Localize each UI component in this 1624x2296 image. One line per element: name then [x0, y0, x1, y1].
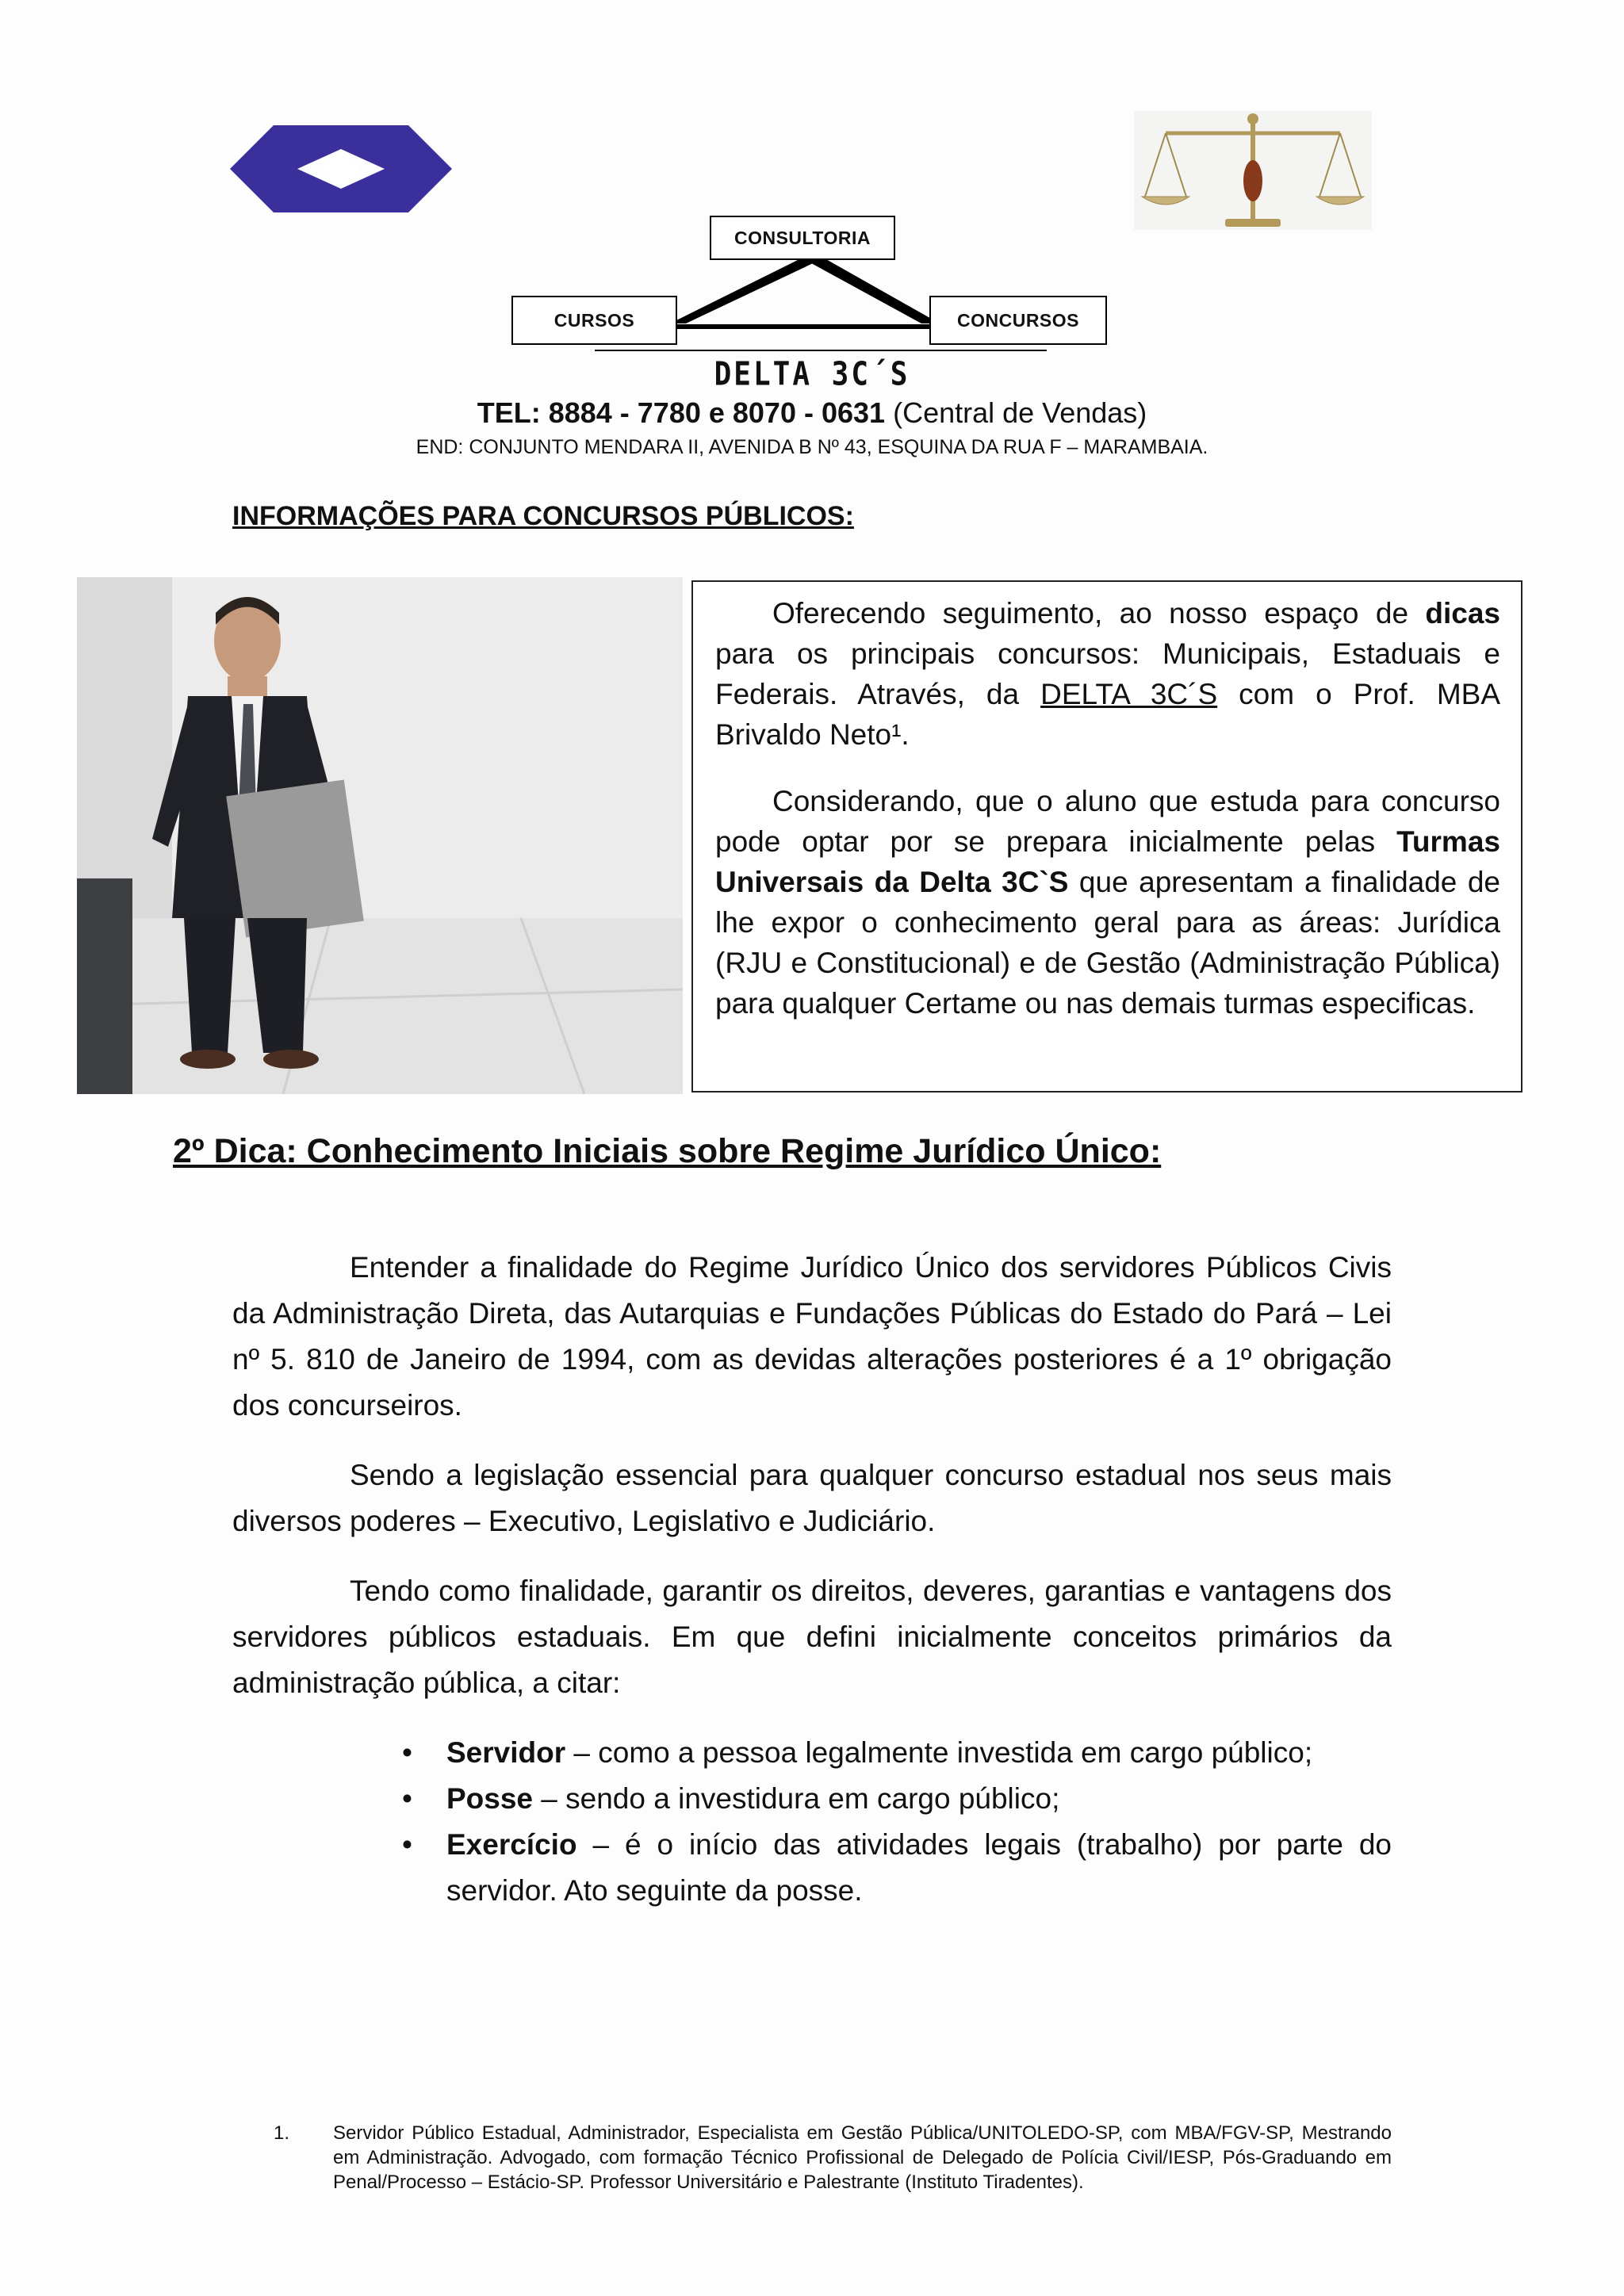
intro-paragraph-1 — [715, 593, 1500, 755]
section-heading: INFORMAÇÕES PARA CONCURSOS PÚBLICOS: — [232, 501, 854, 531]
professor-photo — [77, 577, 683, 1094]
list-text: – como a pessoa legalmente investida em cargo público; — [565, 1736, 1313, 1769]
intro-text-box — [691, 580, 1522, 1093]
intro-emphasis: Turmas Universais da Delta 3C`S — [715, 825, 1500, 898]
body-paragraph-2: Sendo a legislação essencial para qualquer concurso estadual nos seus mais diversos poderes – Executivo, Legislativo e Judiciário. — [232, 1459, 1392, 1537]
intro-text: com o Prof. MBA Brivaldo Neto¹. — [715, 678, 1500, 751]
definitions-list — [232, 1730, 1392, 1914]
list-item — [402, 1822, 1392, 1914]
brand-name: DELTA 3C´S — [714, 355, 910, 394]
body-paragraph-3: Tendo como finalidade, garantir os direitos, deveres, garantias e vantagens dos servidores públicos estaduais. Em que defini inicialmente conceitos primários da administração pública, a citar: — [232, 1575, 1392, 1699]
list-term: Posse — [446, 1782, 534, 1815]
footnote-text: Servidor Público Estadual, Administrador, Especialista em Gestão Pública/UNITOLEDO-SP, com MBA/FGV-SP, Mestrando em Administração. Advogado, com formação Técnico Profissional de Delegado de Polícia Civil/IESP, Pós-Graduando em Penal/Processo – Estácio-SP. Professor Universitário e Palestrante (Instituto Tiradentes). — [333, 2122, 1392, 2193]
body-paragraph-1: Entender a finalidade do Regime Jurídico Único dos servidores Públicos Civis da Administração Direta, das Autarquias e Fundações Públicas do Estado do Pará – Lei nº 5. 810 de Janeiro de 1994, com as devidas alterações posteriores é a 1º obrigação dos concurseiros. — [232, 1251, 1392, 1422]
intro-text: Oferecendo seguimento, ao nosso espaço de — [772, 597, 1426, 629]
list-text: – sendo a investidura em cargo público; — [533, 1782, 1060, 1815]
address: END: CONJUNTO MENDARA II, AVENIDA B Nº 43, ESQUINA DA RUA F – MARAMBAIA. — [416, 436, 1208, 458]
list-item — [402, 1730, 1392, 1776]
diamond-logo-icon — [230, 125, 452, 212]
phone-note: (Central de Vendas) — [893, 396, 1147, 429]
org-box-cursos: CURSOS — [511, 296, 677, 345]
bullet-icon: • — [402, 1736, 412, 1769]
list-term: Exercício — [446, 1828, 577, 1861]
org-box-concursos: CONCURSOS — [929, 296, 1107, 345]
intro-paragraph-2 — [715, 781, 1500, 1024]
footnote — [274, 2121, 1392, 2195]
intro-text: que apresentam a finalidade de lhe expor o conhecimento geral para as áreas: Jurídica (RJU e Constitucional) e de Gestão (Administração Pública) para qualquer Certame ou nas demais turmas especificas. — [715, 866, 1500, 1020]
scales-of-justice-icon — [1134, 111, 1372, 230]
intro-emphasis: dicas — [1425, 597, 1500, 629]
intro-text: Considerando, que o aluno que estuda para concurso pode optar por se prepara inicialmente pelas — [715, 785, 1500, 858]
bullet-icon: • — [402, 1782, 412, 1815]
body-text — [232, 1245, 1392, 1914]
org-box-consultoria: CONSULTORIA — [710, 216, 895, 260]
intro-brand-link: DELTA 3C´S — [1040, 678, 1218, 710]
phone-line — [0, 396, 1624, 430]
footnote-number: 1. — [274, 2122, 290, 2144]
phone-numbers: TEL: 8884 - 7780 e 8070 - 0631 — [477, 396, 886, 429]
tip-heading: 2º Dica: Conhecimento Iniciais sobre Regime Jurídico Único: — [173, 1132, 1162, 1170]
list-term: Servidor — [446, 1736, 566, 1769]
list-text: – é o início das atividades legais (trabalho) por parte do servidor. Ato seguinte da posse. — [446, 1828, 1392, 1907]
bullet-icon: • — [402, 1828, 412, 1861]
intro-text: para os principais concursos: Municipais, Estaduais e Federais. Através, da — [715, 637, 1500, 710]
list-item — [402, 1776, 1392, 1822]
